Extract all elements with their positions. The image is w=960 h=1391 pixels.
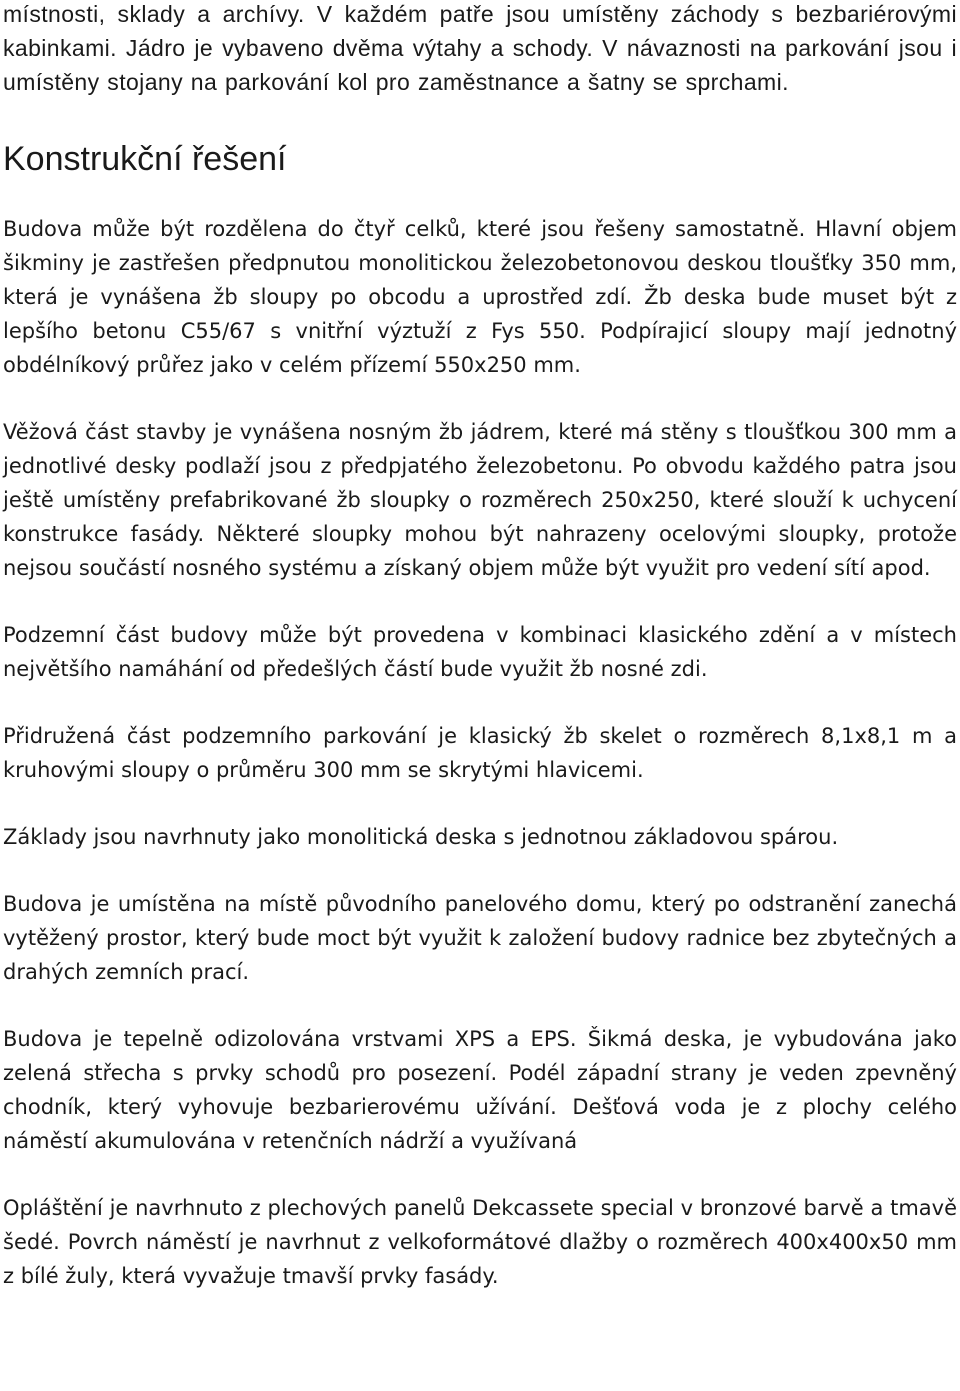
paragraph-site: Budova je umístěna na místě původního panelového domu, který po odstranění zanechá vytěžený prostor, který bude moct být využit k založení budovy radnice bez zbytečných a drahých zemních prací. xyxy=(3,892,957,984)
section-heading: Konstrukční řešení xyxy=(3,140,287,178)
paragraph-structure-overview: Budova může být rozdělena do čtyř celků, které jsou řešeny samostatně. Hlavní objem šikminy je zastřešen předpnutou monolitickou železobetonovou deskou tloušťky 350 mm, která je vynášena žb sloupy po obcodu a uprostřed zdí. Žb deska bude muset být z lepšího betonu C55/67 s vnitřní výztuží z Fys 550. Podpírajicí sloupy mají jednotný obdélníkový průřez jako v celém přízemí 550x250 mm. xyxy=(3,217,957,377)
paragraph-foundations: Základy jsou navrhnuty jako monolitická deska s jednotnou základovou spárou. xyxy=(3,825,839,849)
paragraph-cladding: Opláštění je navrhnuto z plechových panelů Dekcassete special v bronzové barvě a tmavě šedé. Povrch náměstí je navrhnut z velkoformátové dlažby o rozměrech 400x400x50 mm z bílé žuly, která vyvažuje tmavší prvky fasády. xyxy=(3,1196,957,1288)
paragraph-insulation: Budova je tepelně odizolována vrstvami XPS a EPS. Šikmá deska, je vybudována jako zelená střecha s prvky schodů pro posezení. Podél západní strany je veden zpevněný chodník, který vyhovuje bezbarierovému užívání. Dešťová voda je z plochy celého náměstí akumulována v retenčních nádrží a využívaná xyxy=(3,1027,957,1153)
paragraph-underground: Podzemní část budovy může být provedena v kombinaci klasického zdění a v místech největšího namáhání od předešlých částí bude využit žb nosné zdi. xyxy=(3,623,957,681)
paragraph-tower: Věžová část stavby je vynášena nosným žb jádrem, které má stěny s tloušťkou 300 mm a jednotlivé desky podlaží jsou z předpjatého železobetonu. Po obvodu každého patra jsou ještě umístěny prefabrikované žb sloupky o rozměrech 250x250, které slouží k uchycení konstrukce fasády. Některé sloupky mohou být nahrazeny ocelovými sloupky, protože nejsou součástí nosného systému a získaný objem může být využit pro vedení sítí apod. xyxy=(3,420,957,580)
document-page xyxy=(3,0,957,1293)
paragraph-parking: Přidružená část podzemního parkování je klasický žb skelet o rozměrech 8,1x8,1 m a kruhovými sloupy o průměru 300 mm se skrytými hlavicemi. xyxy=(3,724,957,782)
intro-paragraph: místnosti, sklady a archívy. V každém patře jsou umístěny záchody s bezbariérovými kabinkami. Jádro je vybaveno dvěma výtahy a schody. V návaznosti na parkování jsou i umístěny stojany na parkování kol pro zaměstnance a šatny se sprchami. xyxy=(3,1,957,95)
